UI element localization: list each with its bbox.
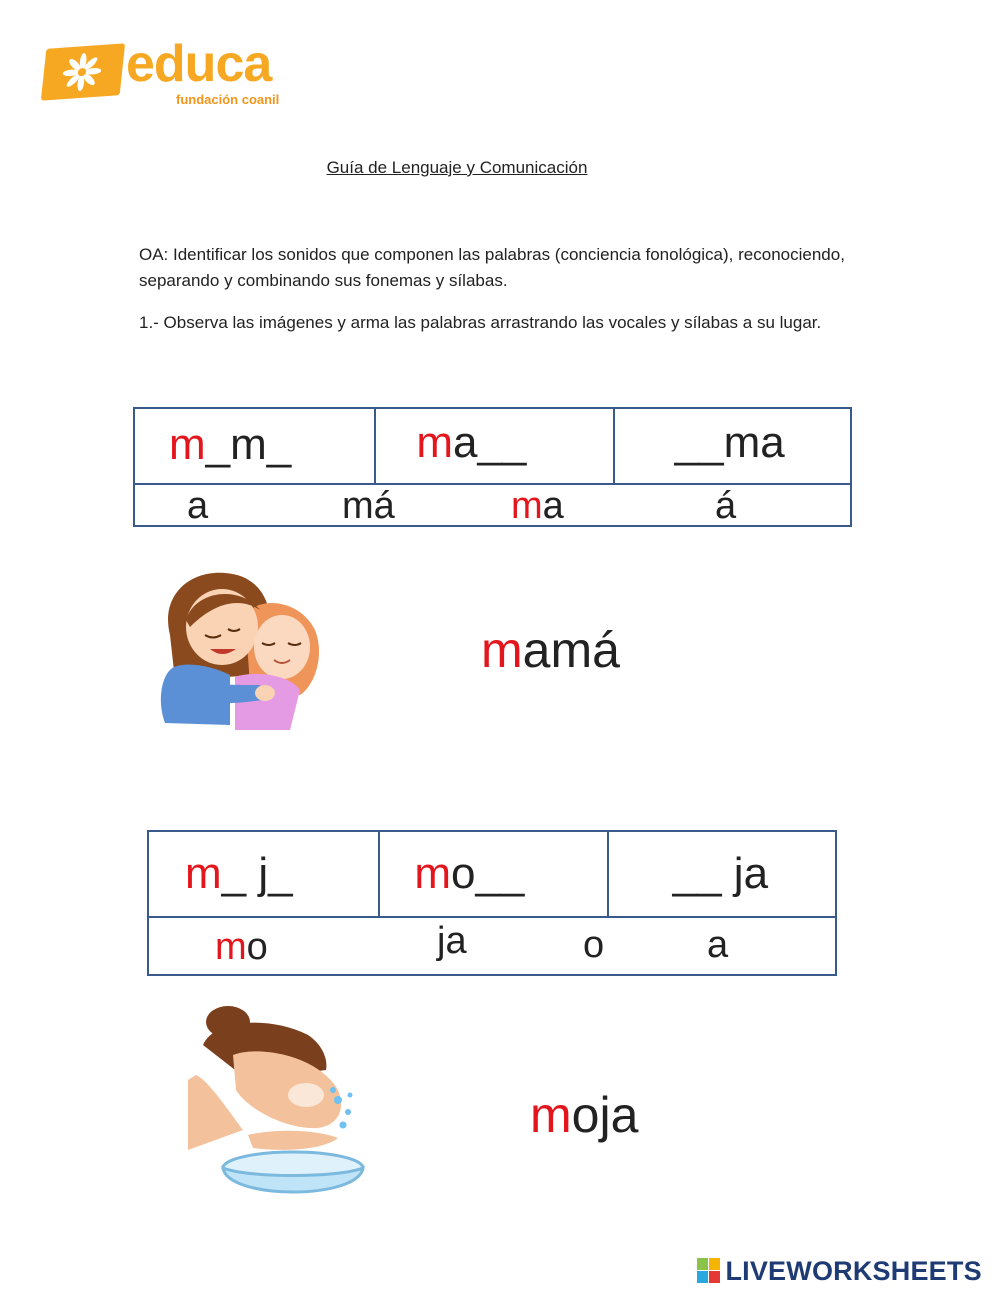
blank-slot-1[interactable]	[148, 831, 379, 917]
mother-hugging-girl-image	[150, 565, 330, 735]
liveworksheets-brand: LIVEWORKSHEETS	[725, 1256, 982, 1286]
answer-word: oja	[571, 1087, 639, 1143]
options-row	[134, 484, 851, 526]
objective-text: OA: Identificar los sonidos que componen las palabras (conciencia fonológica), reconociendo, separando y combinando sus fonemas y sílabas.	[139, 245, 845, 290]
blank-word: __ma	[674, 418, 785, 467]
drag-option[interactable]: a	[187, 485, 209, 527]
logo-subtitle: fundación coanil	[176, 92, 280, 107]
drag-option[interactable]: má	[342, 485, 395, 527]
blank-first-letter: m	[416, 418, 453, 467]
blank-first-letter: m	[169, 420, 206, 469]
logo-brand: educa	[126, 35, 272, 93]
blank-slot-1[interactable]	[134, 408, 375, 484]
blank-first-letter: m	[185, 849, 222, 898]
blank-slot-3[interactable]	[608, 831, 836, 917]
blank-slot-2[interactable]	[379, 831, 607, 917]
blank-first-letter: m	[414, 849, 451, 898]
liveworksheets-logo-icon	[697, 1258, 721, 1284]
drag-option[interactable]: ma	[511, 485, 564, 527]
exercise-1-table	[133, 407, 852, 527]
drag-option[interactable]: ja	[437, 920, 467, 962]
drag-option[interactable]: á	[715, 485, 737, 527]
blank-slot-3[interactable]	[614, 408, 851, 484]
blank-word: _ j_	[221, 849, 293, 898]
answer-word-2	[530, 1087, 639, 1143]
answer-word: amá	[522, 622, 620, 678]
drag-option[interactable]: mo	[215, 926, 268, 968]
blank-word: _m_	[205, 420, 292, 469]
answer-first-letter: m	[481, 622, 523, 678]
answer-first-letter: m	[530, 1087, 572, 1143]
blank-slot-2[interactable]	[375, 408, 613, 484]
flower-icon	[41, 43, 125, 100]
exercise-2-table	[147, 830, 837, 976]
blank-word: o__	[450, 849, 525, 898]
drag-option[interactable]: o	[583, 924, 605, 966]
blank-word: __ ja	[672, 849, 769, 898]
liveworksheets-footer	[697, 1255, 982, 1287]
educa-logo	[44, 35, 294, 110]
blank-word: a__	[452, 418, 527, 467]
drag-option[interactable]: a	[707, 924, 729, 966]
options-row	[148, 917, 836, 975]
answer-word-1	[481, 622, 620, 678]
instruction-text: 1.- Observa las imágenes y arma las palabras arrastrando las vocales y sílabas a su lugar.	[139, 313, 822, 332]
person-washing-face-image	[188, 1000, 383, 1215]
page-title: Guía de Lenguaje y Comunicación	[326, 158, 588, 177]
